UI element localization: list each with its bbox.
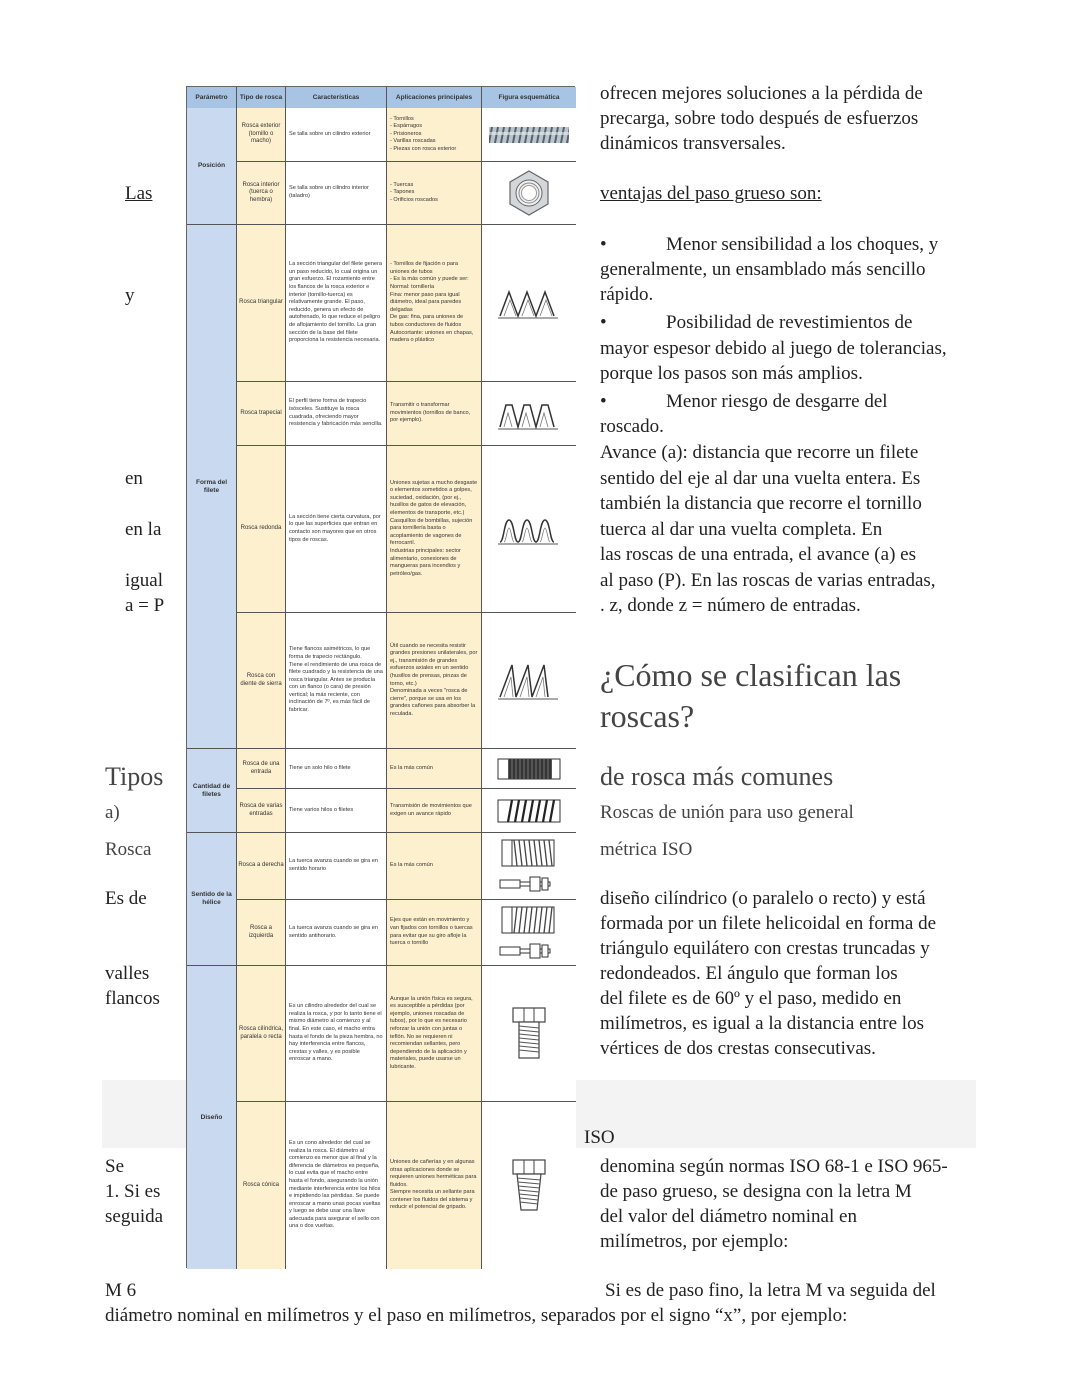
ventajas-title: ventajas del paso grueso son: (600, 183, 822, 204)
right-line-2: precarga, sobre todo después de esfuerzos (600, 108, 919, 129)
denomina-line-4: milímetros, por ejemplo: (600, 1231, 789, 1252)
bullet-2-line-2: mayor espesor debido al juego de tolerancias, (600, 338, 947, 359)
section-heading-line-2: roscas? (600, 698, 695, 734)
bullet-1-line-3: rápido. (600, 284, 654, 305)
left-fragment-igual: igual (125, 570, 163, 591)
table-header-aplicaciones: Aplicaciones principales (387, 87, 482, 108)
right-line-3: dinámicos transversales. (600, 133, 786, 154)
diseno-line-7: vértices de dos crestas consecutivas. (600, 1038, 876, 1059)
row-caracteristicas: El perfil tiene forma de trapecio isósceles. Sustituye la rosca cuadrada, ofreciendo mayor resistencia y fabricación más sencilla. (286, 382, 387, 445)
left-fragment-las: Las (125, 183, 153, 204)
section-heading-line-1: ¿Cómo se clasifican las (600, 657, 902, 693)
row-aplicaciones: Útil cuando se necesita resistir grandes presiones unilaterales, por ej., transmisión de grandes esfuerzos axiales en un sentido (husillos de prensas, pinzas de torno, etc.) Denominada a veces "rosca de cierre", porque se usa en los grandes cañones para absorber la reculada. (387, 613, 482, 748)
thread-types-table (186, 86, 575, 1268)
avance-line-3: también la distancia que recorre el tornillo (600, 493, 922, 514)
row-aplicaciones: - Tuercas - Tapones - Orificios roscados (387, 162, 482, 224)
row-aplicaciones: Es la más común (387, 749, 482, 788)
row-caracteristicas: La tuerca avanza cuando se gira en sentido horario (286, 833, 387, 899)
single-start-figure (482, 749, 576, 788)
table-row (237, 833, 576, 900)
left-fragment-tipos: Tipos (105, 762, 164, 791)
left-fragment-se: Se (105, 1156, 124, 1177)
multi-start-figure (482, 789, 576, 832)
row-aplicaciones: Transmitir o transformar movimientos (tornillos de banco, por ejemplo). (387, 382, 482, 445)
left-fragment-a: a) (105, 802, 120, 823)
right-hand-figure (482, 833, 576, 899)
avance-line-4: tuerca al dar una vuelta completa. En (600, 519, 883, 540)
bullet-1: • (600, 234, 607, 255)
row-aplicaciones: Uniones de cañerías y en algunas otras aplicaciones donde se requieren uniones herméticas para fluidos. Siempre necesita un sellante para contener los fluidos del sistema y reducir el potencial de gripado. (387, 1102, 482, 1269)
row-tipo: Rosca cónica (237, 1102, 286, 1269)
diseno-line-3: triángulo equilátero con crestas truncadas y (600, 938, 930, 959)
row-caracteristicas: La sección triangular del filete genera un paso reducido, lo cual origina un gran esfuerzo. El rozamiento entre los flancos de la rosca exterior e interior (tornillo-tuerca) es relativamente grande. El paso, reducido, genera un efecto de autofrenado, lo que reduce el peligro de aflojamiento del tornillo. La gran sección de la base del filete proporciona la resistencia necesaria. (286, 225, 387, 381)
row-caracteristicas: Es un cilindro alrededor del cual se realiza la rosca, y por lo tanto tiene el mismo diámetro al comienzo y al final. En este caso, el macho entra hasta el fondo de la pieza hembra, no hay interferencia entre flancos, crestas y valles, y es posible enroscar a mano. (286, 966, 387, 1101)
left-fragment-rosca: Rosca (105, 839, 152, 860)
table-header-figura: Figura esquemática (482, 87, 576, 108)
table-row (237, 749, 576, 789)
avance-line-2: sentido del eje al dar una vuelta entera. Es (600, 468, 921, 489)
table-header-caracteristicas: Características (286, 87, 387, 108)
row-caracteristicas: Tiene un solo hilo o filete (286, 749, 387, 788)
row-aplicaciones: Transmisión de movimientos que exigen un avance rápido (387, 789, 482, 832)
right-line-1: ofrecen mejores soluciones a la pérdida de (600, 83, 923, 104)
bolt-thread-figure (482, 108, 576, 161)
table-row (237, 162, 576, 225)
bullet-3-line-2: roscado. (600, 416, 664, 437)
row-aplicaciones: Aunque la unión física es segura, es susceptible a pérdidas (por ejemplo, uniones roscadas de tubos), por lo que es necesario reforzar la unión con juntas o teflón. No se requieren ni recomiendan sellantes, pero dependiendo de la aplicación y materiales, puede usarse un lubricante. (387, 966, 482, 1101)
diseno-line-5: del filete es de 60º y el paso, medido en (600, 988, 902, 1009)
union-subheading: Roscas de unión para uso general (600, 802, 854, 823)
table-row (237, 613, 576, 749)
param-sentido: Sentido de la hélice (187, 833, 237, 966)
row-caracteristicas: La tuerca avanza cuando se gira en sentido antihorario. (286, 900, 387, 965)
paso-fino-line: Si es de paso fino, la letra M va seguida del (605, 1280, 936, 1301)
row-caracteristicas: La sección tiene cierta curvatura, por lo que las superficies que entran en contacto son mayores que en otros tipos de roscas. (286, 446, 387, 612)
tipos-heading-rest: de rosca más comunes (600, 762, 834, 791)
denomina-line-2: de paso grueso, se designa con la letra M (600, 1181, 912, 1202)
row-tipo: Rosca con diente de sierra (237, 613, 286, 748)
row-tipo: Rosca a derecha (237, 833, 286, 899)
table-row (237, 966, 576, 1102)
bullet-2-line-1: Posibilidad de revestimientos de (666, 312, 913, 333)
bullet-2: • (600, 312, 607, 333)
row-aplicaciones: Es la más común (387, 833, 482, 899)
row-tipo: Rosca triangular (237, 225, 286, 381)
left-fragment-valles: valles (105, 963, 150, 984)
diseno-line-1: diseño cilíndrico (o paralelo o recto) y está (600, 888, 926, 909)
table-row (237, 1102, 576, 1269)
row-tipo: Rosca cilíndrica, paralela o recta (237, 966, 286, 1101)
bullet-3: • (600, 391, 607, 412)
avance-line-5: las roscas de una entrada, el avance (a) es (600, 544, 916, 565)
trapezoidal-profile-figure (482, 382, 576, 445)
bullet-1-line-2: generalmente, un ensamblado más sencillo (600, 259, 926, 280)
left-fragment-a-eq-p: a = P (125, 595, 165, 616)
bullet-1-line-1: Menor sensibilidad a los choques, y (666, 234, 939, 255)
table-row (237, 382, 576, 446)
table-row (237, 225, 576, 382)
row-tipo: Rosca de varias entradas (237, 789, 286, 832)
row-aplicaciones: Ejes que están en movimiento y van fijados con tornillos o tuercas para evitar que su giro afloje la tuerca o tornillo (387, 900, 482, 965)
param-posicion: Posición (187, 108, 237, 225)
left-fragment-y: y (125, 285, 135, 306)
row-aplicaciones: Uniones sujetas a mucho desgaste o elementos sometidos a golpes, suciedad, oxidación, (por ej., husillos de gatos de elevación, elementos de transporte, etc.) Casquillos de bombillas, sujeción para tornillería basta o acoplamiento de vagones de ferrocarril. Industrias principales: sector alimentario, conexiones de mangueras para incendios y petróleo/gas. (387, 446, 482, 612)
denomina-line-1: denomina según normas ISO 68-1 e ISO 965- (600, 1156, 948, 1177)
avance-line-6: al paso (P). En las roscas de varias entradas, (600, 570, 936, 591)
iso-fragment: ISO (584, 1127, 615, 1148)
avance-line-7: . z, donde z = número de entradas. (600, 595, 861, 616)
row-caracteristicas: Se talla sobre un cilindro interior (taladro) (286, 162, 387, 224)
left-fragment-seguida: seguida (105, 1206, 164, 1227)
left-fragment-flancos: flancos (105, 988, 160, 1009)
conical-figure (482, 1102, 576, 1269)
bullet-2-line-3: porque los pasos son más amplios. (600, 363, 863, 384)
sawtooth-profile-figure (482, 613, 576, 748)
table-row (237, 900, 576, 966)
row-caracteristicas: Tiene varios hilos o filetes (286, 789, 387, 832)
row-caracteristicas: Se talla sobre un cilindro exterior (286, 108, 387, 161)
row-tipo: Rosca de una entrada (237, 749, 286, 788)
metrica-subheading: métrica ISO (600, 839, 693, 860)
table-row (237, 789, 576, 833)
left-fragment-1-si-es: 1. Si es (105, 1181, 161, 1202)
diseno-line-6: milímetros, es igual a la distancia entre los (600, 1013, 924, 1034)
cylindrical-figure (482, 966, 576, 1101)
param-cantidad: Cantidad de filetes (187, 749, 237, 833)
row-aplicaciones: - Tornillos de fijación o para uniones de tubos - Es la más común y puede ser: Normal: tornillería Fina: menor paso para igual diámetro, ideal para paredes delgadas De gas: fina, para uniones de tubos conductores de fluidos Autocortante: uniones en chapas, madera o plástico (387, 225, 482, 381)
avance-line-1: Avance (a): distancia que recorre un filete (600, 442, 919, 463)
param-forma: Forma del filete (187, 225, 237, 749)
hex-nut-figure (482, 162, 576, 224)
table-row (237, 446, 576, 613)
row-tipo: Rosca interior (tuerca o hembra) (237, 162, 286, 224)
left-fragment-es-de: Es de (105, 888, 147, 909)
last-line: diámetro nominal en milímetros y el paso en milímetros, separados por el signo “x”, por ejemplo: (105, 1305, 848, 1326)
diseno-line-2: formada por un filete helicoidal en forma de (600, 913, 937, 934)
round-profile-figure (482, 446, 576, 612)
row-tipo: Rosca a izquierda (237, 900, 286, 965)
row-caracteristicas: Tiene flancos asimétricos, lo que forma de trapecio rectángulo. Tiene el rendimiento de una rosca de filete cuadrado y la resistencia de una rosca triangular. Antes se producía con un flanco (o cara) de presión vertical; la más reciente, con inclinación de 7º, es más fácil de fabricar. (286, 613, 387, 748)
row-tipo: Rosca trapecial (237, 382, 286, 445)
denomina-line-3: del valor del diámetro nominal en (600, 1206, 857, 1227)
bullet-3-line-1: Menor riesgo de desgarre del (666, 391, 888, 412)
table-header-tipo: Tipo de rosca (237, 87, 286, 108)
row-tipo: Rosca redonda (237, 446, 286, 612)
left-fragment-en: en (125, 468, 143, 489)
left-hand-figure (482, 900, 576, 965)
row-aplicaciones: - Tornillos - Espárragos - Prisioneros - Varillas roscadas - Piezas con rosca exterior (387, 108, 482, 161)
table-row (237, 108, 576, 162)
param-diseno: Diseño (187, 966, 237, 1269)
left-fragment-m6: M 6 (105, 1280, 137, 1301)
row-caracteristicas: Es un cono alrededor del cual se realiza la rosca. El diámetro al comienzo es menor que al final y la diferencia de diámetros es pequeña, lo cual evita que el macho entre hasta el fondo, asegurando la unión mediante interferencia entre los hilos e impidiendo las pérdidas. Se puede enroscar a mano unas pocas vueltas y luego se debe usar una llave adecuada para asegurar el sello con una o dos vueltas. (286, 1102, 387, 1269)
section-heading (600, 655, 901, 737)
row-tipo: Rosca exterior (tornillo o macho) (237, 108, 286, 161)
diseno-line-4: redondeados. El ángulo que forman los (600, 963, 898, 984)
table-header-parametro: Parámetro (187, 87, 237, 108)
triangular-profile-figure (482, 225, 576, 381)
left-fragment-en-la: en la (125, 519, 162, 540)
